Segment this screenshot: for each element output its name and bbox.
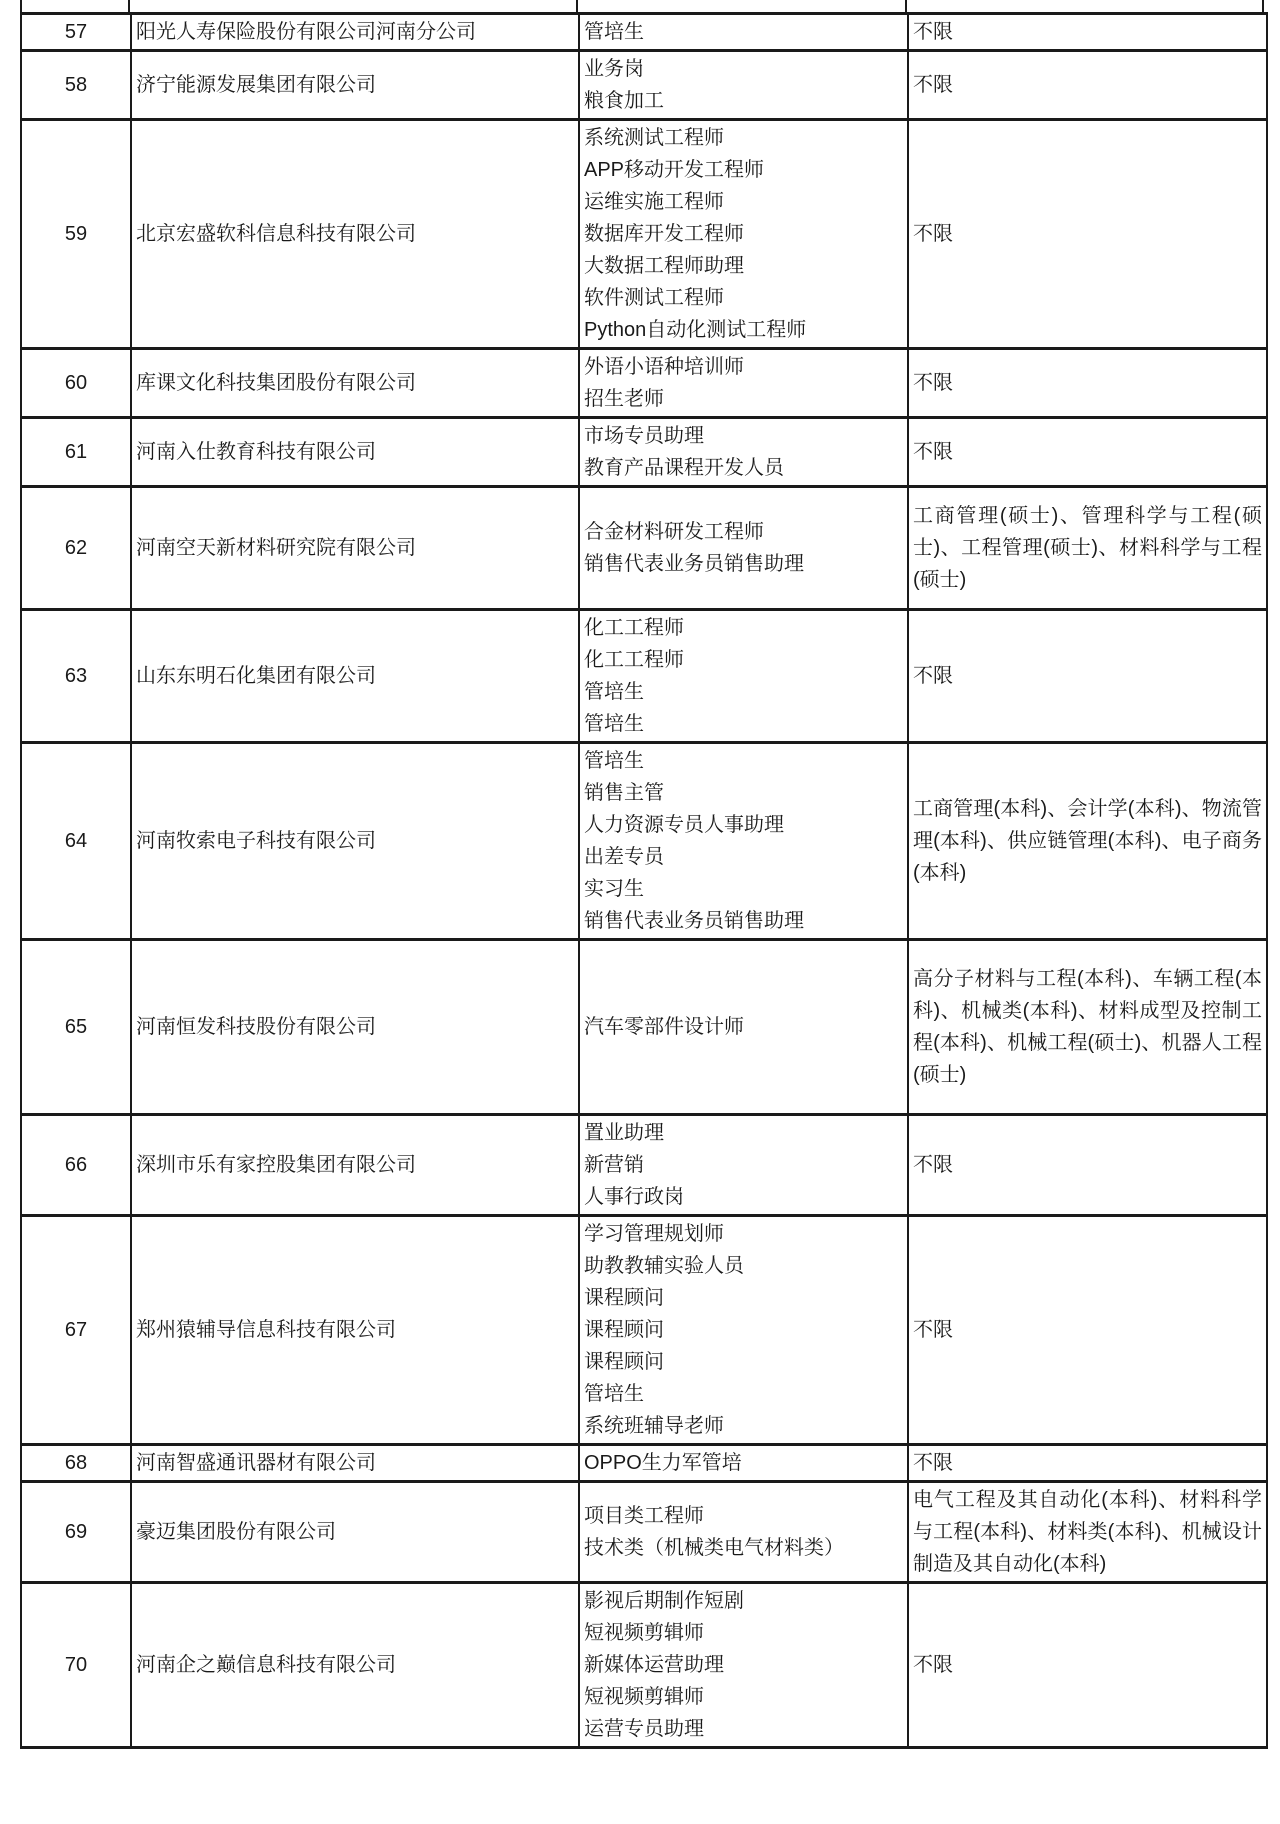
position-line: 外语小语种培训师: [584, 356, 744, 378]
position-line: 项目类工程师: [584, 1505, 704, 1527]
company-name: 河南企之巅信息科技有限公司: [136, 1654, 396, 1676]
row-number-cell: [21, 743, 131, 940]
requirement-cell: [908, 1482, 1267, 1583]
requirement-text: 不限: [913, 1154, 953, 1176]
row-number: 63: [64, 665, 88, 687]
company-name: 河南入仕教育科技有限公司: [136, 441, 376, 463]
positions-cell: [579, 940, 908, 1115]
position-line: 管培生: [584, 713, 644, 735]
position-line: 学习管理规划师: [584, 1223, 724, 1245]
company-cell: [131, 14, 579, 51]
company-name: 河南牧索电子科技有限公司: [136, 830, 376, 852]
row-number: 68: [64, 1452, 88, 1474]
position-line: 教育产品课程开发人员: [584, 457, 784, 479]
position-line: 销售代表业务员销售助理: [584, 910, 804, 932]
requirement-text: 不限: [913, 1452, 953, 1474]
table-row: [21, 1115, 1267, 1216]
company-cell: [131, 940, 579, 1115]
requirement-text: 工商管理(硕士)、管理科学与工程(硕士)、工程管理(硕士)、材料科学与工程(硕士): [913, 505, 1262, 591]
table-row: [21, 14, 1267, 51]
row-number: 65: [64, 1016, 88, 1038]
position-line: 粮食加工: [584, 90, 664, 112]
requirement-text: 高分子材料与工程(本科)、车辆工程(本科)、机械类(本科)、材料成型及控制工程(本科)、机械工程(硕士)、机器人工程(硕士): [913, 968, 1262, 1086]
table-row: [21, 610, 1267, 743]
positions-cell: [579, 610, 908, 743]
position-line: 新媒体运营助理: [584, 1654, 724, 1676]
positions-cell: [579, 1583, 908, 1748]
requirement-text: 不限: [913, 372, 953, 394]
position-line: 数据库开发工程师: [584, 223, 744, 245]
company-name: 山东东明石化集团有限公司: [136, 665, 376, 687]
company-name: 阳光人寿保险股份有限公司河南分公司: [136, 21, 476, 43]
recruitment-table-body: [21, 14, 1267, 1748]
row-number-cell: [21, 1216, 131, 1445]
row-number-cell: [21, 14, 131, 51]
position-line: 大数据工程师助理: [584, 255, 744, 277]
requirement-text: 不限: [913, 665, 953, 687]
position-line: 化工工程师: [584, 649, 684, 671]
row-number-cell: [21, 1445, 131, 1482]
company-cell: [131, 1583, 579, 1748]
position-line: 销售代表业务员销售助理: [584, 553, 804, 575]
position-line: 管培生: [584, 750, 644, 772]
company-name: 济宁能源发展集团有限公司: [136, 74, 376, 96]
position-line: 管培生: [584, 1383, 644, 1405]
company-cell: [131, 1216, 579, 1445]
position-line: 助教教辅实验人员: [584, 1255, 744, 1277]
requirement-text: 工商管理(本科)、会计学(本科)、物流管理(本科)、供应链管理(本科)、电子商务(本科): [913, 798, 1262, 884]
table-row: [21, 1216, 1267, 1445]
company-name: 库课文化科技集团股份有限公司: [136, 372, 416, 394]
company-cell: [131, 1482, 579, 1583]
table-row: [21, 487, 1267, 610]
row-number: 66: [64, 1154, 88, 1176]
row-number: 59: [64, 223, 88, 245]
requirement-cell: [908, 940, 1267, 1115]
position-line: 短视频剪辑师: [584, 1622, 704, 1644]
company-cell: [131, 418, 579, 487]
table-row: [21, 1583, 1267, 1748]
recruitment-table: [20, 12, 1268, 1749]
company-name: 豪迈集团股份有限公司: [136, 1521, 336, 1543]
position-line: 软件测试工程师: [584, 287, 724, 309]
position-line: Python自动化测试工程师: [584, 319, 807, 341]
row-number: 64: [64, 830, 88, 852]
position-line: 课程顾问: [584, 1287, 664, 1309]
requirement-cell: [908, 1216, 1267, 1445]
row-number-cell: [21, 487, 131, 610]
position-line: 课程顾问: [584, 1319, 664, 1341]
company-name: 河南空天新材料研究院有限公司: [136, 537, 416, 559]
requirement-text: 不限: [913, 21, 953, 43]
requirement-text: 不限: [913, 1319, 953, 1341]
row-number-cell: [21, 1115, 131, 1216]
positions-cell: [579, 1445, 908, 1482]
position-line: 系统班辅导老师: [584, 1415, 724, 1437]
position-line: 出差专员: [584, 846, 664, 868]
table-row: [21, 1482, 1267, 1583]
position-line: 人力资源专员人事助理: [584, 814, 784, 836]
position-line: 市场专员助理: [584, 425, 704, 447]
position-line: 管培生: [584, 681, 644, 703]
position-line: 运营专员助理: [584, 1718, 704, 1740]
position-line: 实习生: [584, 878, 644, 900]
position-line: 技术类（机械类电气材料类）: [584, 1537, 844, 1559]
position-line: 人事行政岗: [584, 1186, 684, 1208]
company-name: 河南恒发科技股份有限公司: [136, 1016, 376, 1038]
row-number: 57: [64, 21, 88, 43]
row-number: 61: [64, 441, 88, 463]
requirement-text: 不限: [913, 1654, 953, 1676]
row-number: 62: [64, 537, 88, 559]
positions-cell: [579, 349, 908, 418]
position-line: 管培生: [584, 21, 644, 43]
row-number-cell: [21, 120, 131, 349]
requirement-cell: [908, 1583, 1267, 1748]
row-number: 70: [64, 1654, 88, 1676]
requirement-cell: [908, 487, 1267, 610]
company-cell: [131, 120, 579, 349]
position-line: 课程顾问: [584, 1351, 664, 1373]
company-cell: [131, 349, 579, 418]
positions-cell: [579, 487, 908, 610]
company-name: 郑州猿辅导信息科技有限公司: [136, 1319, 396, 1341]
requirement-text: 不限: [913, 441, 953, 463]
position-line: 系统测试工程师: [584, 127, 724, 149]
table-row: [21, 51, 1267, 120]
row-number: 67: [64, 1319, 88, 1341]
company-name: 河南智盛通讯器材有限公司: [136, 1452, 376, 1474]
position-line: 短视频剪辑师: [584, 1686, 704, 1708]
row-number-cell: [21, 349, 131, 418]
table-row: [21, 349, 1267, 418]
requirement-text: 不限: [913, 223, 953, 245]
positions-cell: [579, 51, 908, 120]
position-line: 销售主管: [584, 782, 664, 804]
table-row: [21, 743, 1267, 940]
requirement-text: 电气工程及其自动化(本科)、材料科学与工程(本科)、材料类(本科)、机械设计制造及其自动化(本科): [913, 1489, 1262, 1575]
requirement-cell: [908, 1445, 1267, 1482]
company-cell: [131, 610, 579, 743]
position-line: 化工工程师: [584, 617, 684, 639]
row-number-cell: [21, 51, 131, 120]
row-number: 58: [64, 74, 88, 96]
positions-cell: [579, 14, 908, 51]
positions-cell: [579, 120, 908, 349]
company-cell: [131, 487, 579, 610]
position-line: 合金材料研发工程师: [584, 521, 764, 543]
row-number: 60: [64, 372, 88, 394]
requirement-cell: [908, 51, 1267, 120]
positions-cell: [579, 1482, 908, 1583]
row-number-cell: [21, 418, 131, 487]
company-cell: [131, 1115, 579, 1216]
requirement-cell: [908, 743, 1267, 940]
company-name: 北京宏盛软科信息科技有限公司: [136, 223, 416, 245]
requirement-cell: [908, 1115, 1267, 1216]
position-line: 影视后期制作短剧: [584, 1590, 744, 1612]
position-line: 招生老师: [584, 388, 664, 410]
positions-cell: [579, 1216, 908, 1445]
position-line: 汽车零部件设计师: [584, 1016, 744, 1038]
requirement-cell: [908, 14, 1267, 51]
position-line: OPPO生力军管培: [584, 1452, 742, 1474]
row-number-cell: [21, 1482, 131, 1583]
table-row: [21, 940, 1267, 1115]
requirement-cell: [908, 349, 1267, 418]
company-cell: [131, 1445, 579, 1482]
row-number-cell: [21, 610, 131, 743]
table-row: [21, 1445, 1267, 1482]
position-line: 置业助理: [584, 1122, 664, 1144]
row-number-cell: [21, 940, 131, 1115]
company-name: 深圳市乐有家控股集团有限公司: [136, 1154, 416, 1176]
company-cell: [131, 51, 579, 120]
table-row: [21, 120, 1267, 349]
position-line: APP移动开发工程师: [584, 159, 765, 181]
requirement-cell: [908, 120, 1267, 349]
positions-cell: [579, 1115, 908, 1216]
row-number: 69: [64, 1521, 88, 1543]
positions-cell: [579, 418, 908, 487]
table-row: [21, 418, 1267, 487]
requirement-text: 不限: [913, 74, 953, 96]
positions-cell: [579, 743, 908, 940]
requirement-cell: [908, 418, 1267, 487]
position-line: 业务岗: [584, 58, 644, 80]
row-number-cell: [21, 1583, 131, 1748]
position-line: 运维实施工程师: [584, 191, 724, 213]
requirement-cell: [908, 610, 1267, 743]
position-line: 新营销: [584, 1154, 644, 1176]
company-cell: [131, 743, 579, 940]
